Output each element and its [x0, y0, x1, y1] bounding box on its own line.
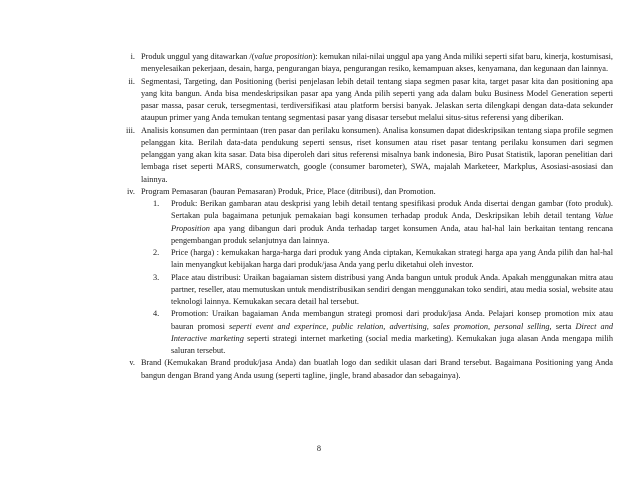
- list-marker: v.: [129, 358, 135, 368]
- text-run: seperti strategi internet marketing (social media marketing). Kemukakan juga alasan Anda mengapa milih saluran tersebut.: [171, 333, 613, 355]
- sub-list-text: [171, 308, 613, 357]
- list-marker: ii.: [128, 76, 135, 86]
- text-run: serta: [551, 321, 576, 331]
- sub-list-number: 2.: [153, 248, 160, 257]
- sub-list-item: [153, 272, 613, 309]
- text-run: Price (harga) : kemukakan harga-harga dari produk yang Anda ciptakan, Kemukakan strategi harga apa yang Anda pilih dan hal-hal lain menyangkut kebijakan harga dari produk/jasa Anda yang perlu diketahui oleh investor.: [171, 248, 613, 270]
- sub-list-number: 3.: [153, 272, 160, 282]
- list-item: [115, 125, 613, 186]
- list-item-text: [141, 125, 613, 186]
- content-list: [115, 51, 613, 382]
- text-run: Promotion: Uraikan bagaiaman Anda membangun strategi promosi dari produk/jasa Anda. Pelajari konsep promotion mix atau bauran promosi: [171, 309, 613, 331]
- text-run: Program Pemasaran (bauran Pemasaran) Produk, Price, Place (ditribusi), dan Promotion.: [141, 186, 436, 196]
- sub-list: [153, 198, 613, 357]
- sub-list-number: 4.: [153, 309, 160, 319]
- italic-text: Value Proposition: [171, 211, 613, 233]
- list-item: [115, 76, 613, 125]
- sub-list-number: 1.: [153, 199, 160, 208]
- text-run: Analisis konsumen dan permintaan (tren pasar dan perilaku konsumen). Analisa konsumen dapat dideskripsikan tentang siapa profile segmen pelanggan kita. Berilah data-data pendukung seperti sensus, riset konsumen atau riset pasar tentang perilaku konsumen dari segmen pelanggan yang akan kita sasar. Data bisa diperoleh dari situs referensi misalnya bank indonesia, Biro Pusat Statistik, laporan penelitian dari lembaga riset seperti MARS, consumerwatch, google (consumer barometer), SWA, majalah Marketeer, Markplus, Asosiasi-asosiasi dan lainnya.: [141, 125, 613, 184]
- text-run: apa yang dibangun dari produk Anda terhadap target konsumen Anda, atau hal-hal lain berkaitan tentang rencana pengembangan produk selanjutnya dan lainnya.: [171, 223, 613, 245]
- list-item: [115, 51, 613, 76]
- sub-list-item: [153, 308, 613, 357]
- list-marker: iii.: [126, 125, 135, 135]
- list-item: [115, 186, 613, 358]
- italic-text: seperti event and experince, public relation, advertising, sales promotion, personal selling,: [229, 321, 552, 331]
- list-item-text: [141, 51, 613, 76]
- text-run: Place atau distribusi: Uraikan bagaiaman sistem distribusi yang Anda bangun untuk produk Anda. Apakah menggunakan mitra atau partner, reseller, atau memutuskan untuk mendistribusikan sendiri dengan menggunakan toko sendiri, atau media sosial, website atau teknologi lainnya. Kemukakan secara detail hal tersebut.: [171, 272, 613, 306]
- italic-text: Direct and Interactive marketing: [171, 321, 613, 343]
- sub-list-item: [153, 247, 613, 272]
- list-item-text: [141, 186, 613, 198]
- text-run: Produk: Berikan gambaran atau deskprisi yang lebih detail tentang spesifikasi produk Anda disertai dengan gambar (foto produk). Sertakan pula bagaimana petunjuk pemakaian bagi konsumen terhadap produk Anda, Deskripsikan lebih detail tentang: [171, 199, 613, 221]
- list-item: [115, 357, 613, 382]
- text-run: Segmentasi, Targeting, dan Positioning (berisi penjelasan lebih detail tentang siapa segmen pasar kita, target pasar kita dan positioning apa yang kita bangun. Anda bisa mendeskripsikan pasar apa yang Anda pilih seperti yang ada dalam buku Business Model Generation seperti pasar massa, pasar ceruk, tersegmentasi, terdiversifikasi atau platform bersisi banyak. Jelaskan serta dilengkapi dengan data-data sekunder ataupun primer yang Anda temukan tentang segmentasi pasar yang disasar tersebut melalui situs-situs referensi yang diberikan.: [141, 76, 613, 123]
- text-run: Produk unggul yang ditawarkan /(: [141, 52, 255, 61]
- italic-text: value proposition: [254, 52, 313, 61]
- text-run: ): kemukan nilai-nilai unggul apa yang Anda miliki seperti sifat baru, kinerja, kostumisasi, menyelesaikan pekerjaan, desain, harga, pengurangan biaya, pengurangan resiko, kemampuan akses, kenyamana, dan kegunaan dan lainnya.: [141, 52, 613, 74]
- list-item-text: [141, 357, 613, 382]
- list-item-text: [141, 76, 613, 125]
- list-marker: i.: [130, 52, 135, 61]
- sub-list-text: [171, 198, 613, 247]
- sub-list-text: [171, 247, 613, 272]
- page-number: 8: [316, 444, 322, 453]
- list-marker: iv.: [127, 186, 135, 196]
- sub-list-text: [171, 272, 613, 309]
- sub-list-item: [153, 198, 613, 247]
- text-run: Brand (Kemukakan Brand produk/jasa Anda) dan buatlah logo dan sedikit ulasan dari Brand tersebut. Bagaimana Positioning yang Anda bangun dengan Brand yang Anda usung (seperti tagline, jingle, brand abasador dan sebagainya).: [141, 358, 613, 380]
